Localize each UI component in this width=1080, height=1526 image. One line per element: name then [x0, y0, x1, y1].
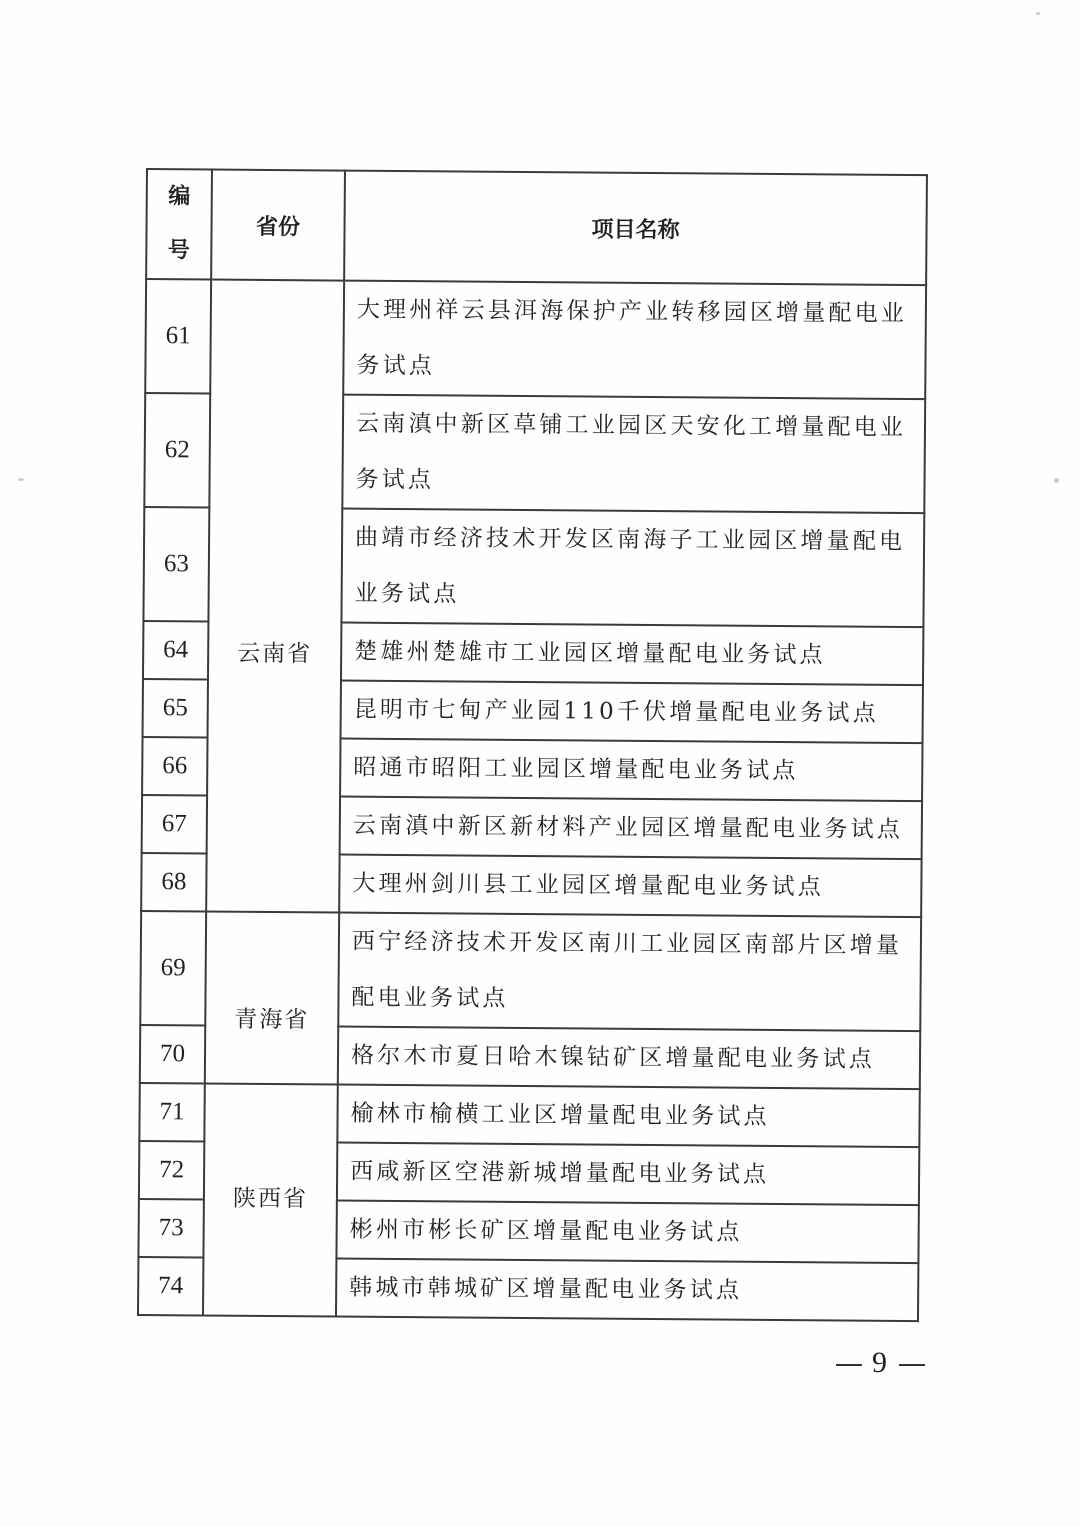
project-name: 云南滇中新区新材料产业园区增量配电业务试点 [340, 797, 922, 860]
project-name: 彬州市彬长矿区增量配电业务试点 [336, 1201, 918, 1264]
table-row [140, 911, 921, 1031]
province-cell: 陕西省 [203, 1083, 338, 1316]
province-cell: 青海省 [205, 911, 339, 1084]
province-cell: 云南省 [206, 280, 344, 913]
pilot-projects-table [137, 168, 928, 1322]
table-row [145, 279, 926, 399]
row-number: 72 [139, 1141, 204, 1200]
row-number: 68 [141, 853, 206, 912]
scan-speck [1036, 12, 1040, 15]
project-name: 昭通市昭阳工业园区增量配电业务试点 [340, 739, 922, 802]
header-province: 省份 [211, 170, 345, 281]
row-number: 66 [142, 737, 207, 796]
project-name: 西咸新区空港新城增量配电业务试点 [337, 1143, 919, 1206]
header-project-name: 项目名称 [344, 171, 927, 286]
row-number: 74 [138, 1257, 203, 1316]
pilot-projects-table-wrapper [137, 168, 926, 1322]
row-number: 70 [140, 1025, 205, 1084]
project-name: 昆明市七甸产业园110千伏增量配电业务试点 [341, 681, 923, 744]
project-name: 曲靖市经济技术开发区南海子工业园区增量配电业务试点 [341, 509, 924, 628]
project-name: 榆林市榆横工业区增量配电业务试点 [337, 1085, 919, 1148]
row-number: 65 [143, 679, 208, 738]
project-name: 云南滇中新区草铺工业园区天安化工增量配电业务试点 [342, 395, 925, 514]
page-number-value: 9 [872, 1346, 889, 1379]
table-row [139, 1083, 919, 1147]
header-number [146, 169, 212, 280]
project-name: 大理州祥云县洱海保护产业转移园区增量配电业务试点 [343, 281, 926, 400]
page-number-dash-right [899, 1364, 925, 1366]
row-number: 63 [143, 507, 209, 622]
scan-speck [1054, 478, 1059, 483]
header-number-line1: 编 [168, 184, 191, 210]
page-number-dash-left [836, 1364, 862, 1366]
row-number: 71 [139, 1083, 204, 1142]
row-number: 73 [138, 1199, 203, 1258]
row-number: 69 [140, 911, 206, 1026]
header-number-line2: 号 [167, 238, 190, 264]
project-name: 西宁经济技术开发区南川工业园区南部片区增量配电业务试点 [338, 913, 921, 1032]
row-number: 61 [145, 279, 211, 394]
scan-speck [18, 478, 24, 481]
project-name: 韩城市韩城矿区增量配电业务试点 [336, 1259, 918, 1322]
row-number: 64 [143, 621, 208, 680]
row-number: 67 [142, 795, 207, 854]
page-number [826, 1346, 935, 1380]
row-number: 62 [144, 393, 210, 508]
project-name: 格尔木市夏日哈木镍钴矿区增量配电业务试点 [338, 1027, 920, 1090]
project-name: 楚雄州楚雄市工业园区增量配电业务试点 [341, 623, 923, 686]
project-name: 大理州剑川县工业园区增量配电业务试点 [339, 855, 921, 918]
table-header-row [146, 169, 927, 285]
